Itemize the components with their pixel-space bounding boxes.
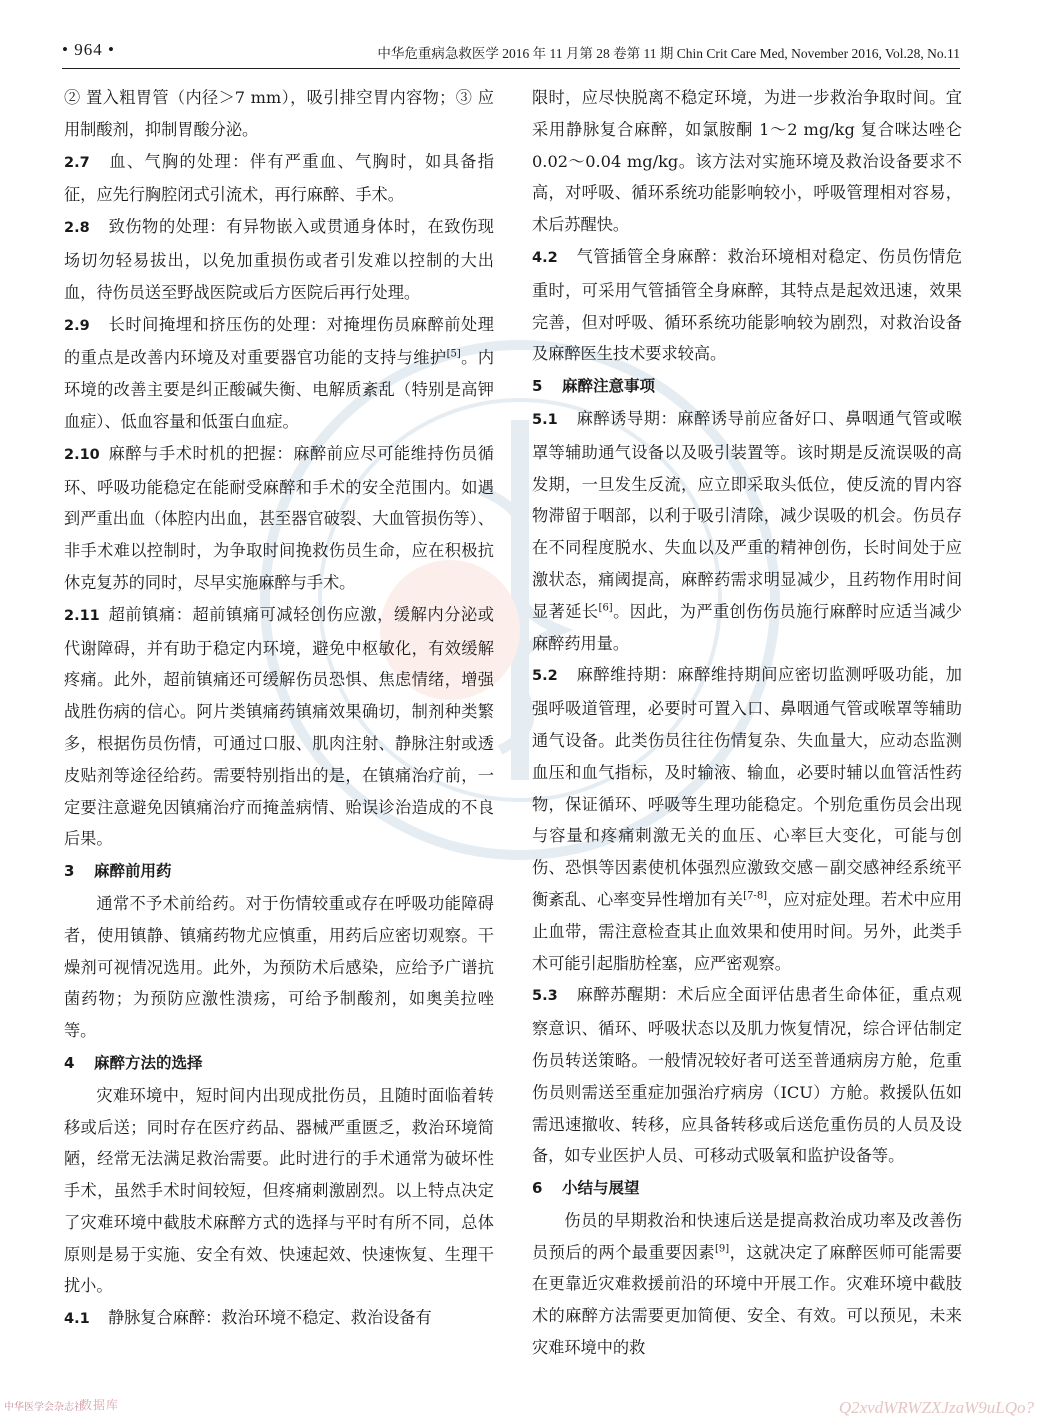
subsection-number: 2.7 — [64, 154, 90, 171]
section-6-heading — [532, 1172, 962, 1205]
section-title: 小结与展望 — [562, 1179, 640, 1198]
publisher-logo: 中华医学会杂志社 — [4, 1402, 84, 1413]
subsection-2-7: 2.7 血、气胸的处理：伴有严重血、气胸时，如具备指征，应先行胸腔闭式引流术，再行麻醉、手术。 — [64, 146, 494, 212]
subsection-2-8: 2.8 致伤物的处理：有异物嵌入或贯通身体时，在致伤现场切勿轻易拔出，以免加重损伤或者引发难以控制的大出血，待伤员送至野战医院或后方医院后再行处理。 — [64, 211, 494, 308]
section-number: 5 — [532, 377, 543, 396]
subsection-number: 4.2 — [532, 249, 558, 266]
left-column — [64, 82, 494, 1336]
paragraph: 灾难环境中，短时间内出现成批伤员，且随时面临着转移或后送；同时存在医疗药品、器械严重匮乏，救治环境简陋，经常无法满足救治需要。此时进行的手术通常为破坏性手术，虽然手术时间较短，但疼痛刺激剧烈。以上特点决定了灾难环境中截肢术麻醉方式的选择与平时有所不同，总体原则是易于实施、安全有效、快速起效、快速恢复、生理干扰小。 — [64, 1085, 494, 1296]
section-5-heading — [532, 370, 962, 403]
subsection-number: 4.1 — [64, 1311, 90, 1328]
paragraph: 通常不予术前给药。对于伤情较重或存在呼吸功能障碍者，使用镇静、镇痛药物尤应慎重，用药后应密切观察。干燥剂可视情况选用。此外，为预防术后感染，应给予广谱抗菌药物；为预防应激性溃疡，可给予制酸剂，如奥美拉唑等。 — [64, 893, 494, 1041]
right-column — [532, 82, 962, 1364]
section-title: 麻醉方法的选择 — [94, 1053, 203, 1072]
section-title: 麻醉注意事项 — [562, 377, 656, 396]
page-number: • 964 • — [62, 40, 115, 59]
subsection-2-10: 2.10 麻醉与手术时机的把握：麻醉前应尽可能维持伤员循环、呼吸功能稳定在能耐受麻醉和手术的安全范围内。如遇到严重出血（体腔内出血，甚至器官破裂、大血管损伤等）、非手术难以控制时，为争取时间挽救伤员生命，应在积极抗休克复苏的同时，尽早实施麻醉与手术。 — [64, 438, 494, 599]
section-number: 3 — [64, 862, 75, 881]
subsection-number: 5.1 — [532, 411, 558, 428]
subsection-number: 2.11 — [64, 607, 100, 624]
subsection-4-2: 4.2 气管插管全身麻醉：救治环境相对稳定、伤员伤情危重时，可采用气管插管全身麻醉，其特点是起效迅速，效果完善，但对呼吸、循环系统功能影响较为剧烈，对救治设备及麻醉医生技术要求较高。 — [532, 241, 962, 370]
subsection-number: 2.10 — [64, 446, 100, 463]
running-header — [62, 38, 960, 69]
paragraph: 限时，应尽快脱离不稳定环境，为进一步救治争取时间。宜采用静脉复合麻醉，如氯胺酮 1～2 mg/kg 复合咪达唑仑 0.02～0.04 mg/kg。该方法对实施环境及救治设备要求不高，对呼吸、循环系统功能影响较小，呼吸管理相对容易，术后苏醒快。 — [532, 88, 962, 235]
subsection-2-11: 2.11 超前镇痛：超前镇痛可减轻创伤应激，缓解内分泌或代谢障碍，并有助于稳定内环境，避免中枢敏化，有效缓解疼痛。此外，超前镇痛还可缓解伤员恐惧、焦虑情绪，增强战胜伤病的信心。阿片类镇痛药镇痛效果确切，制剂种类繁多，根据伤员伤情，可通过口服、肌肉注射、静脉注射或透皮贴剂等途径给药。需要特别指出的是，在镇痛治疗前，一定要注意避免因镇痛治疗而掩盖病情、贻误诊治造成的不良后果。 — [64, 599, 494, 855]
subsection-5-3: 5.3 麻醉苏醒期：术后应全面评估患者生命体征，重点观察意识、循环、呼吸状态以及肌力恢复情况，综合评估制定伤员转送策略。一般情况较好者可送至普通病房方舱，危重伤员则需送至重症加强治疗病房（ICU）方舱。救援队伍如需迅速撤收、转移，应具备转移或后送危重伤员的人员及设备，如专业医护人员、可移动式吸氧和监护设备等。 — [532, 979, 962, 1172]
citation-ref: [5] — [446, 348, 461, 360]
document-id: Q2xvdWRWZXJzaW9uLQo? — [838, 1398, 1034, 1417]
subsection-number: 5.3 — [532, 988, 558, 1005]
subsection-5-2: 5.2 麻醉维持期：麻醉维持期间应密切监测呼吸功能，加强呼吸道管理，必要时可置入口、鼻咽通气管或喉罩等辅助通气设备。此类伤员往往伤情复杂、失血量大，应动态监测血压和血气指标，及时输液、输血，必要时辅以血管活性药物，保证循环、呼吸等生理功能稳定。个别危重伤员会出现与容量和疼痛刺激无关的血压、心率巨大变化，可能与创伤、恐惧等因素使机体强烈应激致交感－副交感神经系统平衡紊乱、心率变异性增加有关[7-8]，应对症处理。若术中应用止血带，需注意检查其止血效果和使用时间。另外，此类手术可能引起脂肪栓塞，应严密观察。 — [532, 659, 962, 979]
paragraph: ② 置入粗胃管（内径＞7 mm），吸引排空胃内容物；③ 应用制酸剂，抑制胃酸分泌。 — [64, 88, 494, 139]
section-number: 4 — [64, 1053, 75, 1072]
section-4-heading — [64, 1047, 494, 1080]
subsection-number: 2.9 — [64, 317, 90, 334]
subsection-number: 2.8 — [64, 220, 90, 237]
journal-citation: 中华危重病急救医学 2016 年 11 月第 28 卷第 11 期 Chin Crit Care Med, November 2016, Vol.28, No.11 — [377, 46, 960, 61]
citation-ref: [9] — [714, 1243, 730, 1255]
citation-ref: [6] — [598, 602, 613, 614]
section-3-heading — [64, 855, 494, 888]
paragraph: 伤员的早期救治和快速后送是提高救治成功率及改善伤员预后的两个最重要因素[9]，这就决定了麻醉医师可能需要在更靠近灾难救援前沿的环境中开展工作。灾难环境中截肢术的麻醉方法需要更加简便、安全、有效。可以预见，未来灾难环境中的救 — [532, 1210, 963, 1358]
subsection-5-1: 5.1 麻醉诱导期：麻醉诱导前应备好口、鼻咽通气管或喉罩等辅助通气设备以及吸引装置等。该时期是反流误吸的高发期，一旦发生反流，应立即采取头低位，使反流的胃内容物滞留于咽部，以利于吸引清除，减少误吸的机会。伤员存在不同程度脱水、失血以及严重的精神创伤，长时间处于应激状态，痛阈提高，麻醉药需求明显减少，且药物作用时间显著延长[6]。因此，为严重创伤伤员施行麻醉时应适当减少麻醉药用量。 — [532, 403, 962, 659]
section-title: 麻醉前用药 — [94, 862, 172, 881]
subsection-number: 5.2 — [532, 668, 558, 685]
subsection-4-1: 4.1 静脉复合麻醉：救治环境不稳定、救治设备有 — [64, 1302, 494, 1336]
database-logo: 数据库 — [80, 1398, 120, 1412]
section-number: 6 — [532, 1179, 543, 1198]
citation-ref: [7-8] — [743, 890, 768, 902]
subsection-2-9: 2.9 长时间掩埋和挤压伤的处理：对掩埋伤员麻醉前处理的重点是改善内环境及对重要器官功能的支持与维护[5]。内环境的改善主要是纠正酸碱失衡、电解质紊乱（特别是高钾血症）、低血容量和低蛋白血症。 — [64, 309, 494, 438]
